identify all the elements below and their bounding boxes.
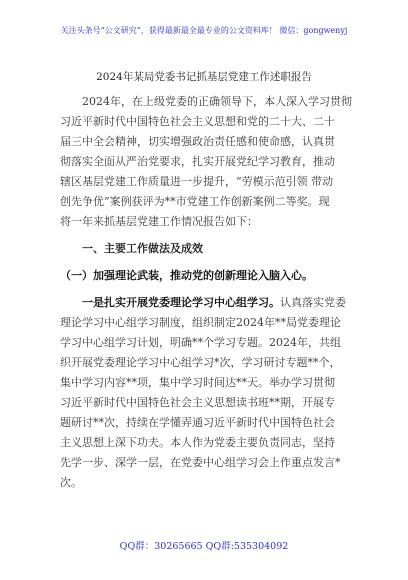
intro-line: 届三中全会精神，切实增强政治责任感和使命感，认真贯 — [60, 135, 335, 148]
paragraph-line: 学习中心组学习计划，明确**个学习专题。2024年，共组 — [60, 336, 341, 349]
intro-paragraph — [60, 92, 352, 232]
intro-line: 2024年，在上级党委的正确领导下，本人深入学习贯彻 — [82, 95, 352, 108]
intro-line: 彻落实全面从严治党要求，扎实开展党纪学习教育，推动 — [60, 155, 335, 168]
paragraph-line: 理论学习中心组学习制度，组织制定2024年**局党委理论 — [60, 316, 341, 329]
paragraph-line: 习近平新时代中国特色社会主义思想读书班**期，开展专 — [60, 396, 335, 409]
paragraph-line: 集中学习内容**项，集中学习时间达**天。举办学习贯彻 — [60, 376, 335, 389]
paragraph-first-line — [60, 293, 352, 313]
intro-line: 创先争优”案例获评为**市党建工作创新案例二等奖。现 — [60, 195, 330, 208]
paragraph-line: 题研讨**次，持续在学懂弄通习近平新时代中国特色社会 — [60, 416, 335, 429]
subsection-heading: （一）加强理论武装，推动党的创新理论入脑入心。 — [60, 269, 313, 282]
body-paragraph — [60, 293, 352, 493]
document-body — [60, 92, 352, 493]
intro-line: 将一年来抓基层党建工作情况报告如下： — [60, 215, 258, 228]
intro-line: 辖区基层党建工作质量进一步提升，“劳模示范引领 带动 — [60, 175, 334, 188]
paragraph-line: 次。 — [60, 476, 82, 489]
section-heading: 一、主要工作做法及成效 — [82, 242, 203, 255]
paragraph-line: 织开展党委理论学习中心组学习*次，学习研讨专题**个， — [60, 356, 341, 369]
paragraph-line: 主义思想上深下功夫。本人作为党委主要负责同志，坚持 — [60, 436, 335, 449]
paragraph-line: 先学一步、深学一层，在党委中心组学习会上作重点发言* — [60, 456, 341, 469]
header-note: 关注头条号“公文研究”，获得最新最全最专业的公文资料库！ 微信：gongwenyj — [60, 26, 348, 35]
intro-line: 习近平新时代中国特色社会主义思想和党的二十大、二十 — [60, 115, 335, 128]
footer-qq: QQ群：30265665 QQ群:535304092 — [119, 541, 289, 552]
paragraph-first-rest: 认真落实党委 — [280, 296, 346, 309]
paragraph-lead: 一是扎实开展党委理论学习中心组学习。 — [82, 296, 280, 309]
document-title: 2024年某局党委书记抓基层党建工作述职报告 — [96, 71, 312, 83]
